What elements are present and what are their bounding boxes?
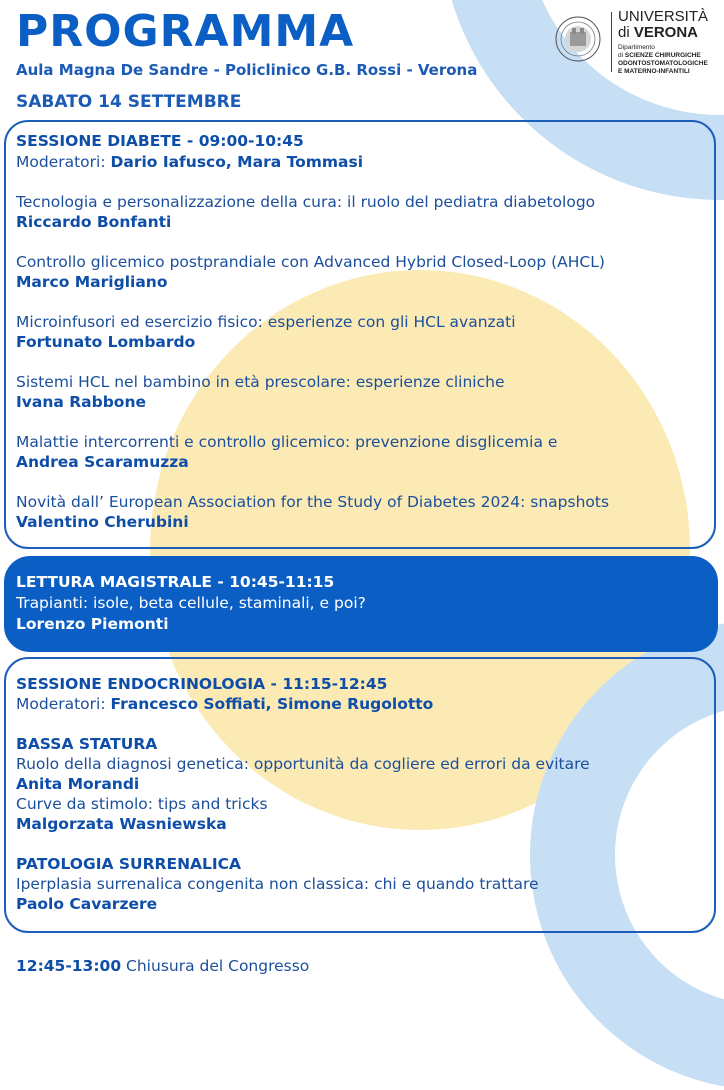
session-diabete-title: SESSIONE DIABETE - 09:00-10:45 (16, 132, 304, 150)
talk-speaker: Ivana Rabbone (16, 393, 147, 411)
lecture-speaker: Lorenzo Piemonti (16, 615, 169, 633)
session-diabete-moderators: Moderatori: Dario Iafusco, Mara Tommasi (16, 153, 364, 171)
logo-university-text: UNIVERSITÀ (618, 8, 709, 25)
logo-divider (611, 12, 612, 72)
talk-title: Controllo glicemico postprandiale con Advanced Hybrid Closed-Loop (AHCL) (16, 253, 605, 271)
talk-speaker: Valentino Cherubini (16, 513, 189, 531)
logo-city-text: di VERONA (618, 24, 699, 41)
talk-speaker: Marco Marigliano (16, 273, 168, 291)
talk-speaker: Anita Morandi (16, 775, 140, 793)
talk-title: Ruolo della diagnosi genetica: opportunità da cogliere ed errori da evitare (16, 755, 590, 773)
date-heading: SABATO 14 SETTEMBRE (16, 92, 242, 112)
university-seal-icon (555, 16, 601, 62)
talk-speaker: Andrea Scaramuzza (16, 453, 189, 471)
page-title: PROGRAMMA (16, 6, 355, 57)
university-logo (555, 8, 720, 75)
session-endocrinologia-title: SESSIONE ENDOCRINOLOGIA - 11:15-12:45 (16, 675, 388, 693)
talk-title: Malattie intercorrenti e controllo glicemico: prevenzione disglicemia e (16, 433, 558, 451)
topic-heading: BASSA STATURA (16, 735, 158, 753)
venue-text: Aula Magna De Sandre - Policlinico G.B. Rossi - Verona (16, 61, 478, 79)
lecture-talk-title: Trapianti: isole, beta cellule, staminali, e poi? (16, 594, 366, 612)
lecture-title: LETTURA MAGISTRALE - 10:45-11:15 (16, 573, 335, 591)
talk-title: Sistemi HCL nel bambino in età prescolare: esperienze cliniche (16, 373, 505, 391)
talk-title: Iperplasia surrenalica congenita non classica: chi e quando trattare (16, 875, 539, 893)
talk-speaker: Paolo Cavarzere (16, 895, 158, 913)
talk-speaker: Malgorzata Wasniewska (16, 815, 227, 833)
closing-line: 12:45-13:00 Chiusura del Congresso (16, 957, 310, 975)
talk-speaker: Riccardo Bonfanti (16, 213, 172, 231)
talk-title: Novità dall’ European Association for the Study of Diabetes 2024: snapshots (16, 493, 610, 511)
talk-title: Microinfusori ed esercizio fisico: esperienze con gli HCL avanzati (16, 313, 516, 331)
talk-title: Curve da stimolo: tips and tricks (16, 795, 268, 813)
topic-heading: PATOLOGIA SURRENALICA (16, 855, 242, 873)
talk-title: Tecnologia e personalizzazione della cura: il ruolo del pediatra diabetologo (16, 193, 596, 211)
session-endocrinologia-moderators: Moderatori: Francesco Soffiati, Simone Rugolotto (16, 695, 434, 713)
logo-department-text: Dipartimento di SCIENZE CHIRURGICHE ODONTOSTOMATOLOGICHE E MATERNO-INFANTILI (618, 44, 708, 75)
talk-speaker: Fortunato Lombardo (16, 333, 196, 351)
